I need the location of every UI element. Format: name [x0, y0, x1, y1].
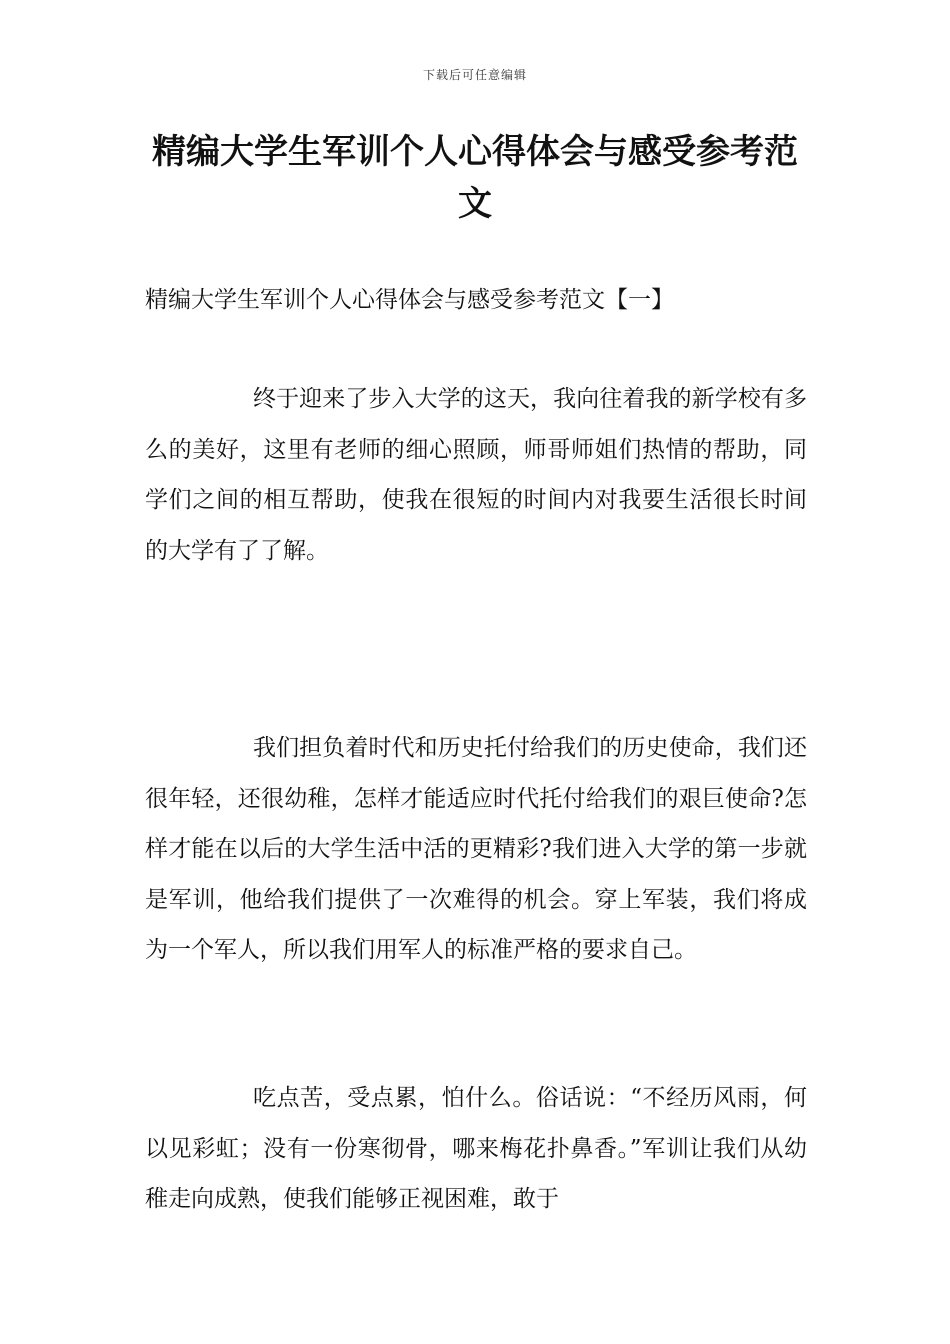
paragraph-1: 终于迎来了步入大学的这天，我向往着我的新学校有多么的美好，这里有老师的细心照顾，师哥师姐们热情的帮助，同学们之间的相互帮助，使我在很短的时间内对我要生活很长时间的大学有了了解。 — [145, 386, 807, 564]
paragraph-2: 我们担负着时代和历史托付给我们的历史使命，我们还很年轻，还很幼稚，怎样才能适应时代托付给我们的艰巨使命?怎样才能在以后的大学生活中活的更精彩?我们进入大学的第一步就是军训，他给我们提供了一次难得的机会。穿上军装，我们将成为一个军人，所以我们用军人的标准严格的要求自己。 — [145, 735, 807, 963]
section-heading: 精编大学生军训个人心得体会与感受参考范文【一】 — [145, 287, 674, 313]
document-title: 精编大学生军训个人心得体会与感受参考范文 — [152, 132, 798, 224]
header-note: 下载后可任意编辑 — [422, 68, 527, 82]
paragraph-3: 吃点苦，受点累，怕什么。俗话说：“不经历风雨，何以见彩虹；没有一份寒彻骨，哪来梅花扑鼻香。”军训让我们从幼稚走向成熟，使我们能够正视困难，敢于 — [145, 1085, 807, 1212]
